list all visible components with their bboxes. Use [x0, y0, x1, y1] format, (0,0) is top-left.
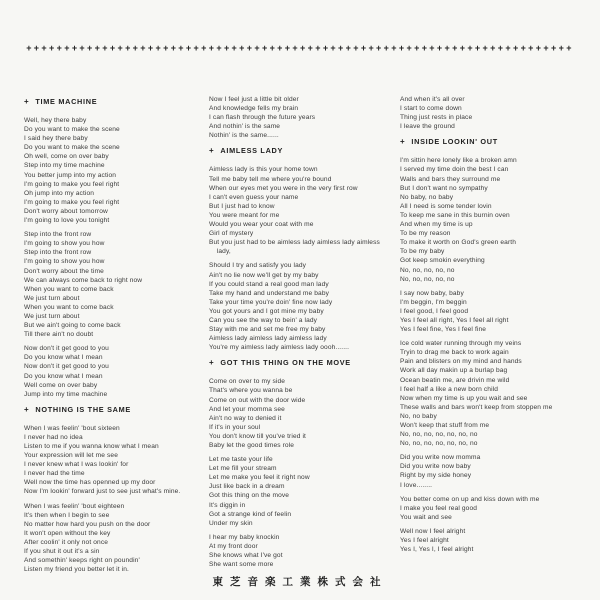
lyric-line: But I don't want no sympathy: [400, 184, 488, 192]
song-title-text: INSIDE LOOKIN' OUT: [411, 137, 498, 147]
lyric-line: Take your time you're doin' fine now lady: [209, 298, 333, 306]
lyric-line: Should I try and satisfy you lady: [209, 262, 307, 270]
lyric-line: Don't worry about the time: [24, 267, 104, 275]
lyric-line: If you could stand a real good man lady: [209, 280, 329, 288]
lyric-line: Oh well, come on over baby: [24, 153, 109, 161]
lyric-line: Well now the time has openned up my door: [24, 479, 156, 487]
stanza: [24, 502, 199, 575]
lyric-line: Well come on over baby: [24, 381, 98, 389]
lyric-line: Tryin to drag me back to work again: [400, 349, 509, 357]
stanza: [209, 95, 392, 140]
lyric-line: Yes I feel fine, Yes I feel fine: [400, 326, 487, 334]
lyric-line: No, no, no, no, no, no, no: [400, 440, 478, 448]
lyric-line: I can't even guess your name: [209, 193, 299, 201]
lyric-line: Now when my time is up you wait and see: [400, 394, 528, 402]
stanza: [209, 377, 392, 450]
lyric-line: You're my aimless lady aimless lady oooh.......: [209, 344, 350, 352]
song-title-text: TIME MACHINE: [35, 97, 98, 106]
cross-marker-icon: +: [24, 404, 30, 414]
lyric-line: When you want to come back: [24, 285, 114, 293]
lyric-line: At my front door: [209, 542, 258, 550]
lyric-line: I'm going to make you feel right: [24, 198, 120, 206]
lyric-line: I feel good, I feel good: [400, 307, 469, 315]
lyric-line: I'm going to make you feel right: [24, 180, 120, 188]
song-title: [24, 405, 199, 414]
lyric-line: Yes I feel alright: [400, 537, 449, 545]
lyric-line: Let me make you feel it right now: [209, 474, 310, 482]
lyric-line: To make it worth on God's green earth: [400, 239, 517, 247]
lyric-line: Come on out with the door wide: [209, 396, 306, 404]
lyric-line: To be my reason: [400, 230, 451, 238]
lyric-line: Step into the front row: [24, 249, 92, 257]
lyric-line: And somethin' keeps right on poundin': [24, 557, 140, 565]
lyric-line: No, no, no, no, no: [400, 275, 455, 283]
lyric-line: And when it's all over: [400, 96, 465, 103]
lyric-line: Come on over to my side: [209, 378, 286, 386]
lyric-line: Take my hand and understand me baby: [209, 289, 330, 297]
song-title: [24, 97, 199, 106]
lyric-line: After coolin' it only not once: [24, 538, 109, 546]
stanza: [400, 453, 584, 489]
lyric-line: I said hey there baby: [24, 135, 88, 143]
lyric-line: I never knew what I was lookin' for: [24, 461, 129, 469]
lyric-line: I feel half a like a new born child: [400, 385, 499, 393]
lyric-line: And knowledge fells my brain: [209, 105, 299, 113]
song-title-text: GOT THIS THING ON THE MOVE: [220, 358, 351, 368]
lyric-line: Don't worry about tomorrow: [24, 207, 108, 215]
lyric-line: Oh jump into my action: [24, 189, 95, 197]
lyric-line: Aimless lady is this your home town: [209, 166, 318, 174]
lyric-line: And when my time is up: [400, 221, 473, 229]
lyric-line: Girl of mystery: [209, 230, 254, 238]
lyric-line: To be my baby: [400, 248, 445, 256]
lyric-line: I leave the ground: [400, 123, 455, 131]
lyric-line: I say now baby, baby: [400, 289, 464, 297]
lyric-line: Nothin' is the same......: [209, 132, 279, 140]
lyric-line: But I just had to know: [209, 202, 275, 210]
lyric-line: But you just had to be aimless lady aimless lady aimless: [209, 239, 380, 247]
plus-border-decoration: ++++++++++++++++++++++++++++++++++++++++++++++++++++++++++++++++++++++++: [26, 43, 574, 53]
lyric-line: Aimless lady aimless lady aimless lady: [209, 335, 327, 343]
lyric-line: You don't know till you've tried it: [209, 432, 307, 440]
stanza: [400, 495, 584, 522]
lyric-line: Work all day makin up a burlap bag: [400, 367, 508, 375]
lyric-line: But we ain't going to come back: [24, 322, 121, 330]
lyric-line: I'm going to love you tonight: [24, 217, 110, 225]
lyric-line: Till there ain't no doubt: [24, 331, 94, 339]
lyric-line: Won't keep that stuff from me: [400, 422, 490, 429]
stanza: [400, 339, 584, 448]
lyric-line: Under my skin: [209, 519, 253, 527]
stanza: [400, 527, 584, 554]
lyrics-column: [400, 95, 584, 579]
lyric-line: When I was feelin' 'bout sixteen: [24, 424, 120, 432]
lyric-line: I can flash through the future years: [209, 114, 316, 122]
lyric-line: I make you feel real good: [400, 504, 478, 512]
lyric-line: I hear my baby knockin: [209, 533, 280, 541]
lyric-line: I'm going to show you how: [24, 258, 105, 266]
stanza: [24, 116, 199, 225]
cross-marker-icon: +: [209, 146, 215, 156]
lyric-line: All I need is some tender lovin: [400, 202, 492, 210]
lyric-line: Got a strange kind of feelin: [209, 510, 292, 518]
lyric-line: Let me taste your life: [209, 456, 273, 464]
song-title: [209, 358, 392, 367]
lyric-line: Well, hey there baby: [24, 117, 87, 124]
publisher-name: 東芝音楽工業株式会社: [212, 576, 388, 588]
lyric-line: No, no, no, no, no: [400, 266, 455, 274]
lyric-line: I start to come down: [400, 105, 462, 113]
lyric-line: Did you write now baby: [400, 463, 471, 471]
lyric-line: lady,: [209, 248, 231, 256]
stanza: [209, 165, 392, 256]
lyric-line: Now don't it get good to you: [24, 345, 109, 353]
lyric-line: It's then when I begin to see: [24, 511, 110, 519]
lyric-line: I'm beggin, I'm beggin: [400, 298, 467, 306]
lyric-line: Yes I feel all right, Yes I feel all right: [400, 316, 509, 324]
lyric-line: And let your momma see: [209, 405, 285, 413]
song-title: [400, 137, 584, 146]
lyric-line: Yes I, Yes I, I feel alright: [400, 546, 474, 554]
lyric-line: Listen to me if you wanna know what I mean: [24, 443, 159, 450]
stanza: [24, 344, 199, 399]
lyric-line: I love........: [400, 481, 433, 489]
lyric-line: Can you see the way to bein' a lady: [209, 316, 318, 324]
stanza: [209, 261, 392, 352]
lyric-line: No baby, no baby: [400, 193, 454, 201]
lyric-line: Got keep smokin everything: [400, 257, 485, 265]
lyric-line: Thing just rests in place: [400, 114, 473, 122]
song-title: [209, 146, 392, 155]
lyrics-column: [24, 95, 209, 579]
lyric-line: Now I'm lookin' forward just to see just what's mine.: [24, 488, 181, 496]
lyric-line: No matter how hard you push on the door: [24, 520, 151, 528]
lyric-line: No, no baby: [400, 412, 437, 420]
lyric-line: Now don't it get good to you: [24, 363, 109, 371]
lyric-line: Would you wear your coat with me: [209, 221, 314, 229]
lyric-line: You got yours and I got mine my baby: [209, 307, 324, 315]
lyric-line: Do you know what I mean: [24, 354, 103, 362]
lyric-line: Ain't no way to denied it: [209, 414, 282, 422]
lyric-line: Now I feel just a little bit older: [209, 96, 299, 103]
lyric-line: Tell me baby tell me where you're bound: [209, 175, 332, 183]
lyric-line: These walls and bars won't keep from stoppen me: [400, 403, 553, 411]
stanza: [24, 424, 199, 497]
lyric-line: To keep me sane in this burnin oven: [400, 211, 510, 219]
lyric-line: Well now I feel alright: [400, 527, 466, 535]
stanza: [400, 95, 584, 131]
lyric-line: Ocean beatin me, are drivin me wild: [400, 376, 510, 384]
lyric-line: You better jump into my action: [24, 171, 117, 179]
stanza: [209, 455, 392, 528]
cross-marker-icon: +: [209, 358, 215, 368]
lyric-line: Step into my time machine: [24, 162, 105, 170]
lyric-line: If it's in your soul: [209, 423, 261, 431]
lyric-line: Jump into my time machine: [24, 390, 108, 398]
lyric-line: When our eyes met you were in the very first row: [209, 184, 358, 192]
lyric-line: You better come on up and kiss down with me: [400, 495, 540, 503]
lyric-line: You were meant for me: [209, 211, 280, 219]
lyric-line: We just turn about: [24, 294, 80, 302]
lyric-line: If you shut it out it's a sin: [24, 548, 100, 556]
lyric-line: I'm going to show you how: [24, 240, 105, 248]
lyric-line: Did you write now momma: [400, 454, 481, 462]
stanza: [400, 289, 584, 334]
lyric-line: Listen my friend you better let it in.: [24, 566, 129, 574]
cross-marker-icon: +: [24, 97, 30, 106]
lyric-line: Got this thing on the move: [209, 492, 290, 500]
lyric-line: We can always come back to right now: [24, 276, 143, 284]
lyric-line: Walls and bars they surround me: [400, 175, 501, 183]
lyric-line: Stay with me and set me free my baby: [209, 326, 326, 334]
lyric-line: When I was feelin' 'bout eighteen: [24, 502, 125, 510]
stanza: [400, 156, 584, 283]
lyric-line: We just turn about: [24, 312, 80, 320]
lyric-line: Let me fill your stream: [209, 465, 277, 473]
song-title-text: AIMLESS LADY: [220, 146, 284, 156]
lyric-line: Do you want to make the scene: [24, 126, 120, 134]
lyric-line: Just like back in a dream: [209, 483, 285, 491]
lyric-line: Step into the front row: [24, 231, 92, 239]
lyric-line: Ain't no lie now we'll get by my baby: [209, 271, 319, 279]
lyric-line: No, no, no, no, no, no, no: [400, 431, 478, 439]
stanza: [209, 533, 392, 569]
lyric-line: Do you know what I mean: [24, 372, 103, 380]
lyric-line: Right by my side honey: [400, 472, 472, 480]
lyric-line: And nothin' is the same: [209, 123, 281, 131]
lyric-line: Pain and blisters on my mind and hands: [400, 358, 522, 366]
lyric-line: I never had the time: [24, 470, 85, 478]
lyric-line: You wait and see: [400, 513, 452, 521]
lyric-line: It won't open without the key: [24, 529, 111, 537]
lyric-line: Baby let the good times role: [209, 442, 295, 449]
song-title-text: NOTHING IS THE SAME: [35, 404, 131, 414]
lyric-line: I served my time doin the best I can: [400, 166, 509, 174]
lyric-line: Do you want to make the scene: [24, 144, 120, 152]
lyric-line: When you want to come back: [24, 303, 114, 311]
lyric-line: It's diggin in: [209, 501, 246, 509]
lyrics-columns: [24, 95, 584, 579]
lyric-line: She knows what I've got: [209, 552, 283, 560]
lyric-line: Your expression will let me see: [24, 452, 119, 460]
lyric-line: I'm sittin here lonely like a broken amn: [400, 157, 517, 165]
cross-marker-icon: +: [400, 137, 406, 147]
lyric-line: I never had no idea: [24, 433, 83, 441]
lyric-line: Ice cold water running through my veins: [400, 340, 522, 348]
lyrics-column: [209, 95, 400, 579]
lyric-line: That's where you wanna be: [209, 387, 293, 395]
lyric-line: She want some more: [209, 561, 274, 569]
stanza: [24, 230, 199, 339]
